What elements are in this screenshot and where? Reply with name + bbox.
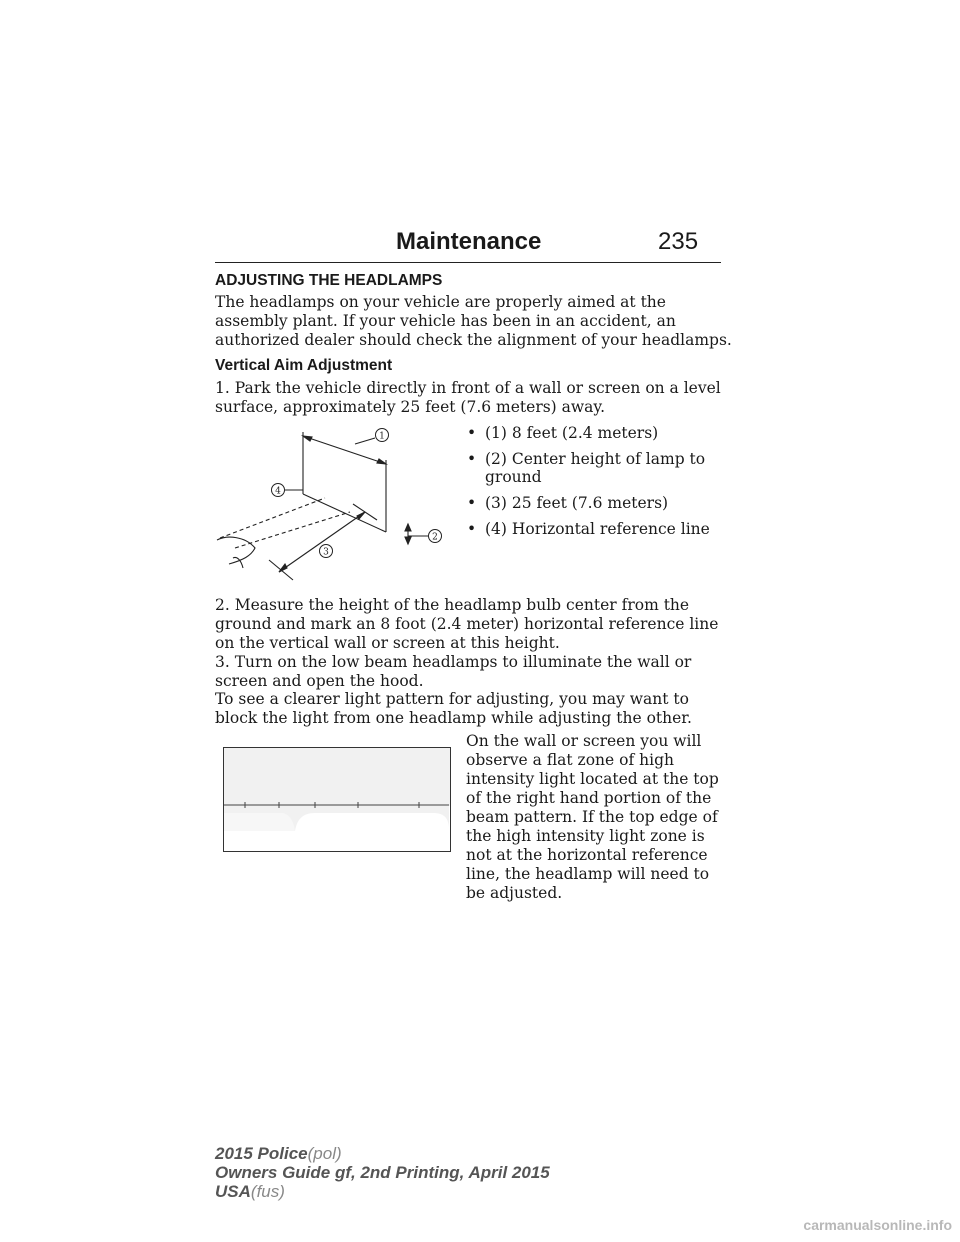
- section-heading: ADJUSTING THE HEADLAMPS: [215, 272, 443, 289]
- callout-2-label: 2: [432, 532, 438, 543]
- beam-hotspot-zone: [295, 813, 449, 831]
- dim3-arrow-high: [357, 512, 365, 519]
- sight-line-lower: [235, 512, 350, 548]
- dim1-arrow-left: [303, 436, 312, 441]
- dim3-arrow-low: [279, 564, 287, 572]
- page-header-title: Maintenance: [396, 228, 542, 255]
- bullet-dot-icon: •: [467, 494, 477, 512]
- beam-pattern-diagram: [223, 747, 453, 855]
- beam-description-paragraph: On the wall or screen you will observe a flat zone of high intensity light located at the top of the right hand portion of the beam pattern. If the top edge of the high intensity light zone is not at the horizontal reference line, the headlamp will need to be adjusted.: [466, 732, 719, 902]
- step-3-paragraph: 3. Turn on the low beam headlamps to illuminate the wall or screen and open the hood.: [215, 653, 692, 690]
- step-1-paragraph: 1. Park the vehicle directly in front of a wall or screen on a level surface, approximately 25 feet (7.6 meters) away.: [215, 379, 721, 416]
- headlamp-aim-diagram: [215, 420, 455, 585]
- dimension-8ft-line: [303, 436, 386, 464]
- callout-3-label: 3: [323, 547, 329, 558]
- header-divider: [215, 262, 721, 263]
- page-number: 235: [658, 228, 699, 255]
- callout-4-label: 4: [275, 486, 281, 497]
- beam-upper-zone: [224, 748, 450, 806]
- watermark-text: carmanualsonline.info: [803, 1217, 952, 1233]
- tip-paragraph: To see a clearer light pattern for adjusting, you may want to block the light from one headlamp while adjusting the other.: [215, 690, 692, 727]
- dim1-arrow-right: [377, 459, 386, 464]
- bullet-dot-icon: •: [467, 520, 477, 538]
- bullet-dot-icon: •: [467, 450, 477, 468]
- legend-item: • (4) Horizontal reference line: [467, 520, 710, 538]
- footer-line-1: 2015 Police(pol): [215, 1144, 342, 1163]
- dim3-tick-low: [269, 560, 293, 580]
- legend-item: • (3) 25 feet (7.6 meters): [467, 494, 669, 512]
- intro-paragraph: The headlamps on your vehicle are properly aimed at the assembly plant. If your vehicle has been in an accident, an authorized dealer should check the alignment of your headlamps.: [215, 293, 732, 349]
- page-footer: [215, 1144, 550, 1201]
- sight-line-upper: [220, 498, 325, 538]
- footer-line-2: Owners Guide gf, 2nd Printing, April 2015: [215, 1163, 550, 1182]
- legend-item: • (1) 8 feet (2.4 meters): [467, 424, 659, 442]
- bullet-dot-icon: •: [467, 424, 477, 442]
- step-2-paragraph: 2. Measure the height of the headlamp bulb center from the ground and mark an 8 foot (2.4 meter) horizontal reference line on the vertical wall or screen at this height.: [215, 596, 719, 652]
- diagram-legend-list: [466, 424, 726, 546]
- dim2-arrow-down: [405, 537, 411, 544]
- callout-1-leader: [355, 438, 375, 444]
- subsection-heading: Vertical Aim Adjustment: [215, 357, 393, 374]
- footer-line-3: USA(fus): [215, 1182, 285, 1201]
- callout-1-label: 1: [379, 431, 385, 442]
- dim2-arrow-up: [405, 524, 411, 531]
- vehicle-front-outline: [217, 537, 255, 564]
- legend-item: • (2) Center height of lamp to ground: [467, 450, 706, 486]
